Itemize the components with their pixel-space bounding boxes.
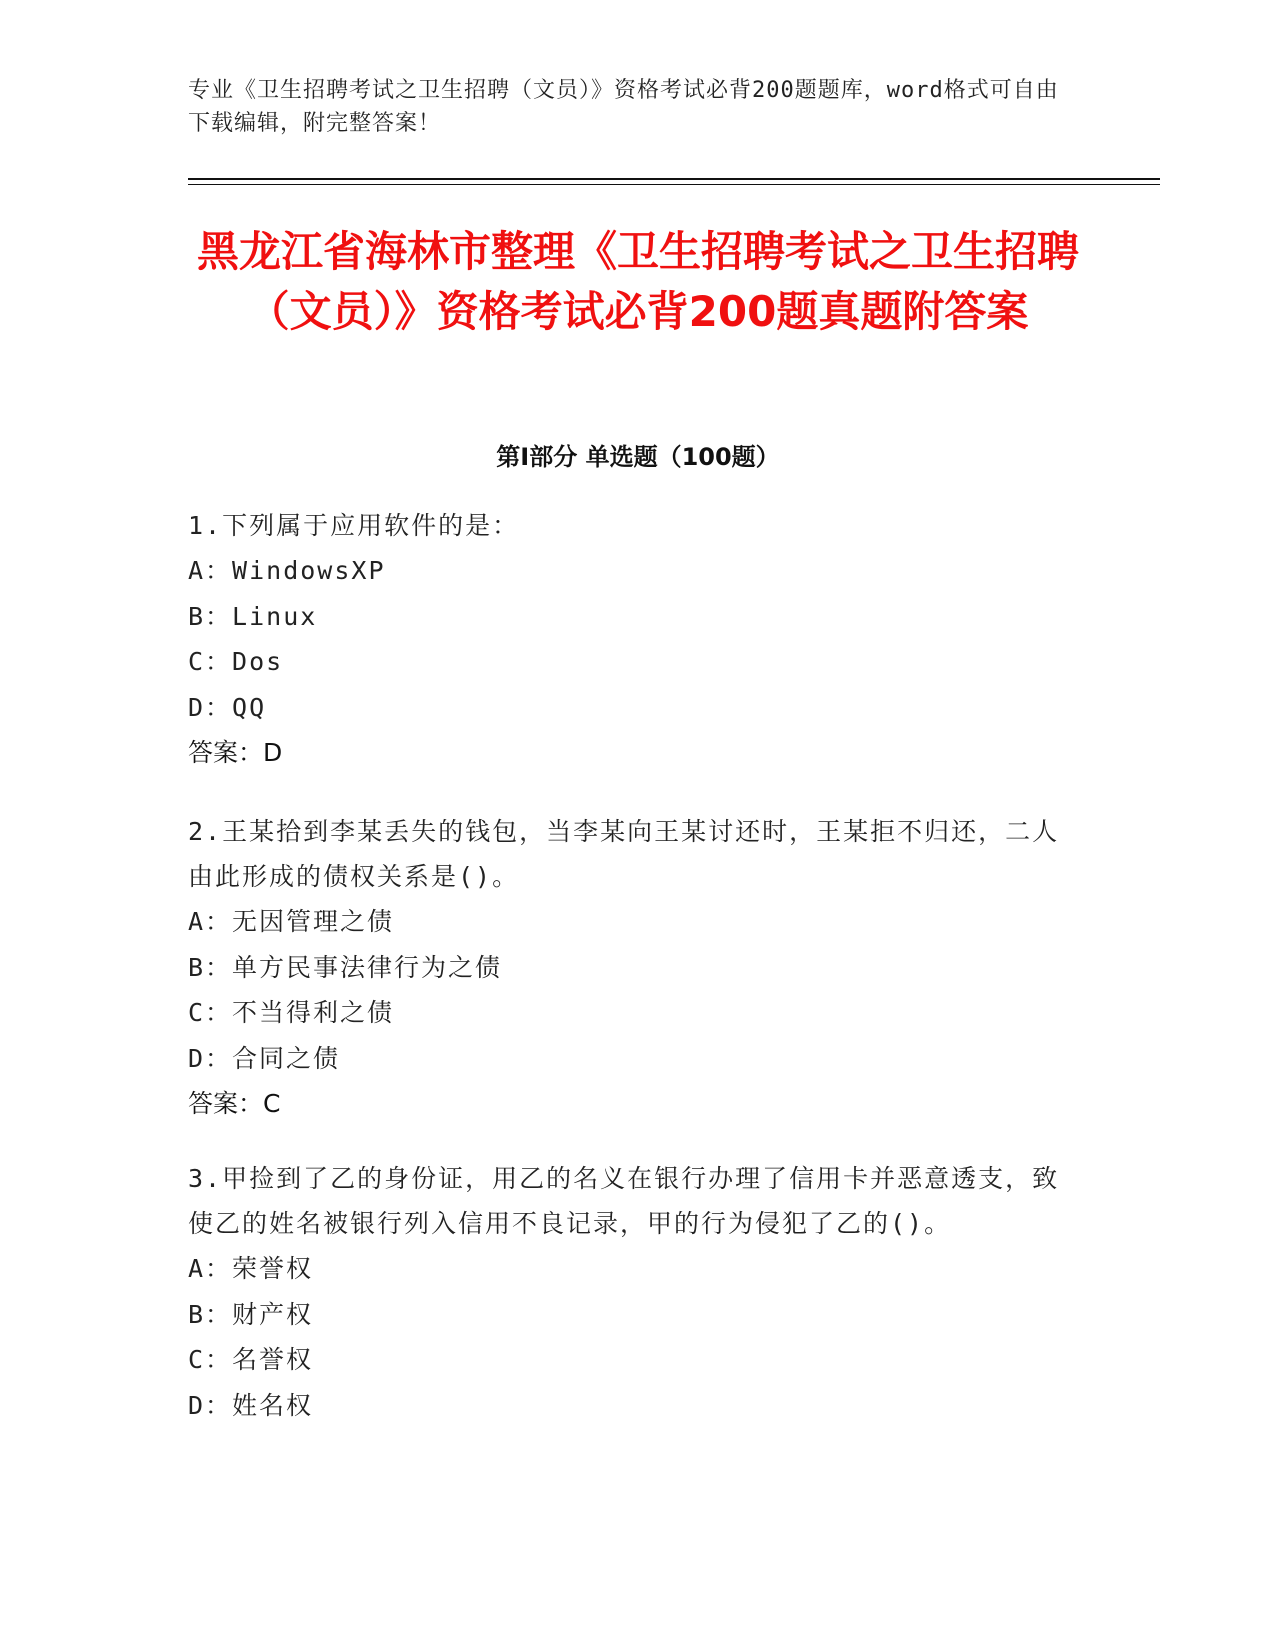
option-c: C：Dos bbox=[188, 647, 284, 676]
question-stem: 1.下列属于应用软件的是： bbox=[188, 511, 520, 540]
question-stem: 3.甲捡到了乙的身份证，用乙的名义在银行办理了信用卡并恶意透支，致使乙的姓名被银行列入信用不良记录，甲的行为侵犯了乙的()。 bbox=[188, 1164, 1060, 1238]
option-a: A：荣誉权 bbox=[188, 1254, 314, 1283]
answer-line: 答案：D bbox=[188, 738, 283, 767]
question-stem: 2.王某拾到李某丢失的钱包，当李某向王某讨还时，王某拒不归还，二人由此形成的债权关系是()。 bbox=[188, 817, 1060, 891]
option-d: D：姓名权 bbox=[188, 1390, 314, 1420]
option-c: C：不当得利之债 bbox=[188, 998, 395, 1027]
option-b: B：Linux bbox=[188, 601, 318, 631]
question-3 bbox=[188, 1156, 1068, 1428]
header-rule-thick bbox=[188, 178, 1160, 180]
option-a: A：WindowsXP bbox=[188, 556, 386, 585]
option-d: D：QQ bbox=[188, 692, 267, 722]
option-a: A：无因管理之债 bbox=[188, 907, 395, 936]
option-d: D：合同之债 bbox=[188, 1043, 341, 1073]
option-b: B：单方民事法律行为之债 bbox=[188, 952, 503, 982]
header-rule-thin bbox=[188, 184, 1160, 185]
header-note: 专业《卫生招聘考试之卫生招聘（文员）》资格考试必背200题题库，word格式可自由下载编辑，附完整答案！ bbox=[188, 78, 1059, 136]
option-b: B：财产权 bbox=[188, 1299, 314, 1329]
question-1 bbox=[188, 503, 1068, 775]
option-c: C：名誉权 bbox=[188, 1345, 314, 1374]
answer-line: 答案：C bbox=[188, 1089, 281, 1118]
section-title: 第Ⅰ部分 单选题（100题） bbox=[496, 443, 780, 471]
document-title: 黑龙江省海林市整理《卫生招聘考试之卫生招聘（文员）》资格考试必背200题真题附答案 bbox=[196, 227, 1079, 336]
question-2 bbox=[188, 809, 1068, 1126]
